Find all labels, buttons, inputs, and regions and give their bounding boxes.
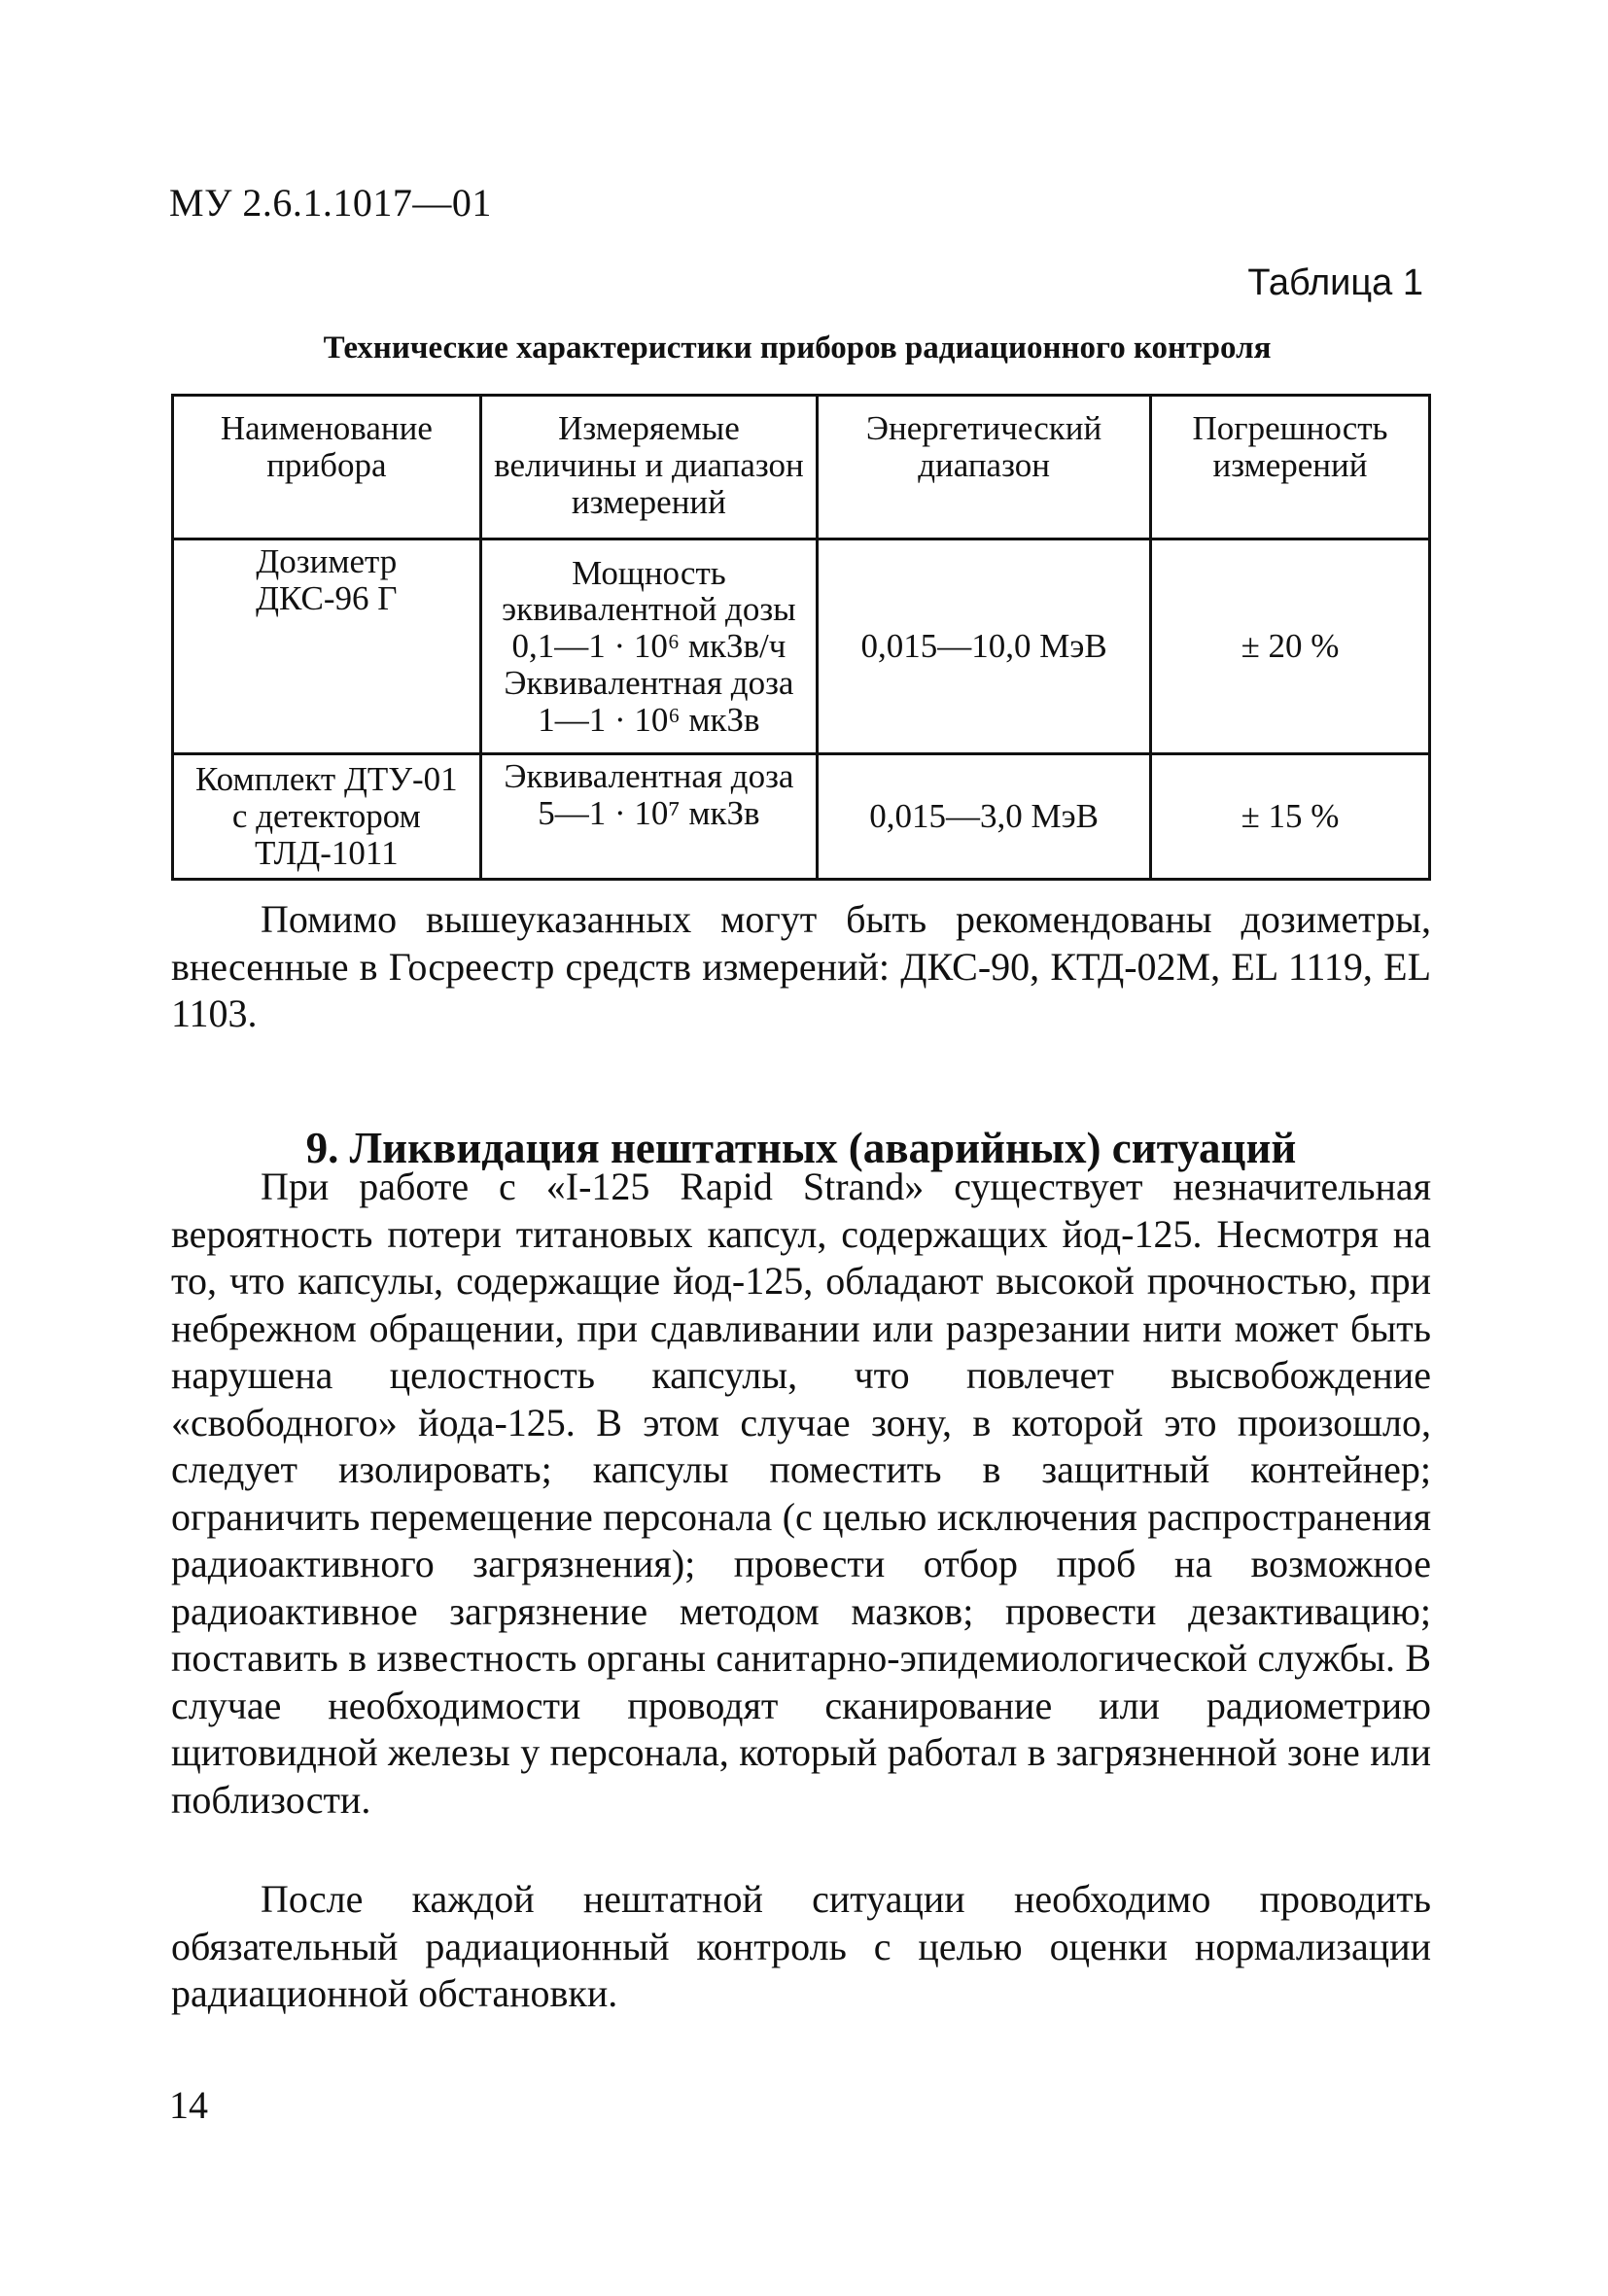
measurement-error-cell: ± 20 %	[1151, 539, 1430, 754]
table-label: Таблица 1	[1247, 262, 1423, 303]
table-header-row	[173, 396, 1430, 539]
energy-range-cell: 0,015—3,0 МэВ	[818, 754, 1151, 880]
section-heading: 9. Ликвидация нештатных (аварийных) ситуаций	[305, 1124, 1297, 1173]
device-name-line: с детектором	[231, 797, 421, 836]
device-name-line: Комплект ДТУ-01	[195, 760, 458, 799]
specifications-table	[171, 394, 1431, 881]
device-name-line: Дозиметр	[256, 542, 398, 580]
device-name-line: ТЛД-1011	[255, 833, 399, 872]
table-row	[173, 539, 1430, 754]
device-name-cell	[173, 754, 481, 880]
column-header-measured: Измеряемые величины и диапазон измерений	[480, 396, 817, 539]
page-number: 14	[169, 2083, 208, 2127]
measured-line: 5—1 · 10⁷ мкЗв	[538, 793, 760, 832]
energy-range-cell: 0,015—10,0 МэВ	[818, 539, 1151, 754]
paragraph-radiation-control: После каждой нештатной ситуации необходимо проводить обязательный радиационный контроль с целью оценки нормализации радиационной обстановки.	[171, 1877, 1431, 2015]
column-header-error: Погрешность измерений	[1151, 396, 1430, 539]
paragraph-emergency-procedure: При работе с «I-125 Rapid Strand» существует незначительная вероятность потери титановых капсул, содержащих йод-125. Несмотря на то, что капсулы, содержащие йод-125, обладают высокой прочностью, при небрежном обращении, при сдавливании или разрезании нити может быть нарушена целостность капсулы, что повлечет высвобождение «свободного» йода-125. В этом случае зону, в которой это произошло, следует изолировать; капсулы поместить в защитный контейнер; ограничить перемещение персонала (с целью исключения распространения радиоактивного загрязнения); провести отбор проб на возможное радиоактивное загрязнение методом мазков; провести дезактивацию; поставить в известность органы санитарно-эпидемиологической службы. В случае необходимости проводят сканирование или радиометрию щитовидной железы у персонала, который работал в загрязненной зоне или поблизости.	[171, 1165, 1431, 1822]
paragraph-dosimeters: Помимо вышеуказанных могут быть рекомендованы дозиметры, внесенные в Госреестр средств измерений: ДКС-90, КТД-02М, EL 1119, EL 1103.	[171, 897, 1431, 1035]
measured-line: Эквивалентная доза	[504, 663, 794, 702]
table-title: Технические характеристики приборов радиационного контроля	[323, 330, 1272, 365]
measured-values-cell	[480, 754, 817, 880]
measured-values-cell	[480, 539, 817, 754]
measured-line: 1—1 · 10⁶ мкЗв	[538, 700, 760, 739]
table-row	[173, 754, 1430, 880]
measured-line: эквивалентной дозы	[502, 590, 796, 629]
document-code: МУ 2.6.1.1017—01	[169, 181, 492, 225]
measurement-error-cell: ± 15 %	[1151, 754, 1430, 880]
column-header-device: Наименование прибора	[173, 396, 481, 539]
measured-line: Мощность	[572, 553, 726, 592]
measured-line: 0,1—1 · 10⁶ мкЗв/ч	[511, 627, 787, 666]
column-header-energy: Энергетический диапазон	[818, 396, 1151, 539]
measured-line: Эквивалентная доза	[504, 757, 794, 795]
device-name-cell	[173, 539, 481, 754]
device-name-line: ДКС-96 Г	[256, 578, 398, 617]
